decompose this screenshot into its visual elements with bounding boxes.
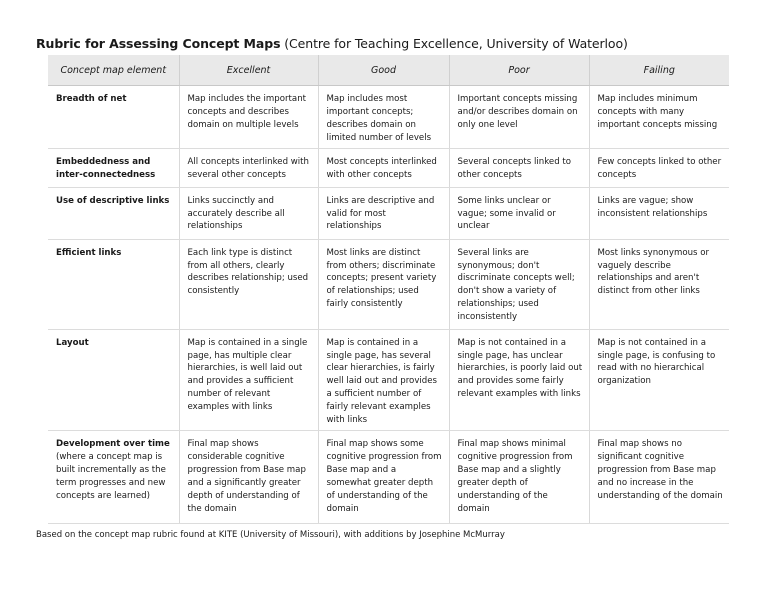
column-header: Good (318, 55, 449, 86)
table-row (48, 86, 729, 149)
column-header: Poor (449, 55, 589, 86)
table-cell: Several links are synonymous; don't discriminate concepts well; don't show a variety of relationships; used inconsistently (449, 239, 589, 329)
row-element: Embeddedness and inter-connectedness (48, 148, 179, 187)
table-header-row (48, 55, 729, 86)
row-element-note: (where a concept map is built incrementally as the term progresses and new concepts are learned) (56, 451, 166, 501)
row-element: Use of descriptive links (48, 187, 179, 239)
table-cell: Map includes minimum concepts with many important concepts missing (589, 86, 729, 149)
table-cell: All concepts interlinked with several other concepts (179, 148, 318, 187)
table-cell: Final map shows minimal cognitive progression from Base map and a slightly greater depth of understanding of the domain (449, 430, 589, 523)
table-cell: Final map shows some cognitive progression from Base map and a somewhat greater depth of understanding of the domain (318, 430, 449, 523)
table-cell: Map is contained in a single page, has multiple clear hierarchies, is well laid out and provides a sufficient number of relevant examples with links (179, 329, 318, 430)
table-cell: Final map shows no significant cognitive progression from Base map and no increase in the understanding of the domain (589, 430, 729, 523)
table-cell: Map includes most important concepts; describes domain on limited number of levels (318, 86, 449, 149)
table-cell: Several concepts linked to other concepts (449, 148, 589, 187)
table-cell: Important concepts missing and/or describes domain on only one level (449, 86, 589, 149)
table-cell: Some links unclear or vague; some invalid or unclear (449, 187, 589, 239)
title-source: (Centre for Teaching Excellence, University of Waterloo) (280, 36, 628, 51)
table-cell: Each link type is distinct from all others, clearly describes relationship; used consistently (179, 239, 318, 329)
rubric-table (48, 55, 729, 524)
table-cell: Map includes the important concepts and describes domain on multiple levels (179, 86, 318, 149)
row-element: Development over time (where a concept map is built incrementally as the term progresses and new concepts are learned) (48, 430, 179, 523)
column-header: Concept map element (48, 55, 179, 86)
table-row (48, 430, 729, 523)
table-cell: Few concepts linked to other concepts (589, 148, 729, 187)
table-cell: Map is not contained in a single page, has unclear hierarchies, is poorly laid out and provides some fairly relevant examples with links (449, 329, 589, 430)
table-row (48, 148, 729, 187)
table-cell: Most links are distinct from others; discriminate concepts; present variety of relationships; used fairly consistently (318, 239, 449, 329)
row-element: Layout (48, 329, 179, 430)
table-row (48, 329, 729, 430)
row-element: Efficient links (48, 239, 179, 329)
table-cell: Most concepts interlinked with other concepts (318, 148, 449, 187)
table-cell: Most links synonymous or vaguely describe relationships and aren't distinct from other links (589, 239, 729, 329)
table-cell: Links succinctly and accurately describe all relationships (179, 187, 318, 239)
table-row (48, 187, 729, 239)
column-header: Failing (589, 55, 729, 86)
table-cell: Map is contained in a single page, has several clear hierarchies, is fairly well laid out and provides a sufficient number of fairly relevant examples with links (318, 329, 449, 430)
column-header: Excellent (179, 55, 318, 86)
table-cell: Links are descriptive and valid for most relationships (318, 187, 449, 239)
table-row (48, 239, 729, 329)
table-cell: Map is not contained in a single page, is confusing to read with no hierarchical organization (589, 329, 729, 430)
row-element: Breadth of net (48, 86, 179, 149)
title-bold: Rubric for Assessing Concept Maps (36, 36, 281, 51)
table-cell: Final map shows considerable cognitive progression from Base map and a significantly greater depth of understanding of the domain (179, 430, 318, 523)
footer-note: Based on the concept map rubric found at KITE (University of Missouri), with additions by Josephine McMurray (36, 530, 505, 540)
page-title (36, 36, 628, 51)
table-cell: Links are vague; show inconsistent relationships (589, 187, 729, 239)
